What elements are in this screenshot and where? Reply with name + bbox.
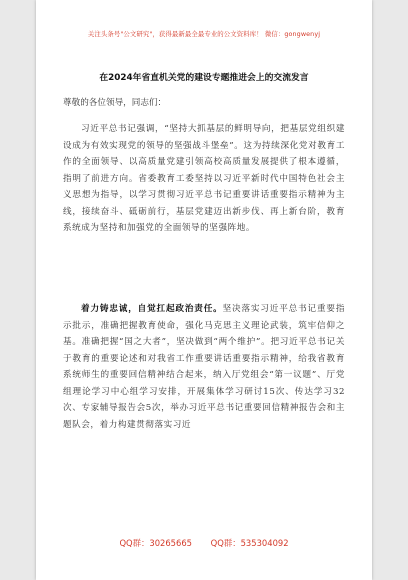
document-title: 在2024年省直机关党的建设专题推进会上的交流发言 bbox=[99, 73, 309, 83]
paragraph-1: 习近平总书记强调，“坚持大抓基层的鲜明导向，把基层党组织建设成为有效实现党的领导的坚强战斗堡垒”。这为持续深化党对教育工作的全面领导、以高质量党建引领高校高质量发展提供了根本遵循，指明了前进方向。省委教育工委坚持以习近平新时代中国特色社会主义思想为指导，以学习贯彻习近平总书记重要讲话重要指示精神为主线，接续奋斗、砥砺前行，基层党建迈出新步伐、再上新台阶，教育系统成为坚持和加强党的全面领导的坚强阵地。 bbox=[63, 124, 345, 233]
qq-group-1: QQ群：30265665 bbox=[119, 538, 192, 548]
paragraph-2-lead: 着力铸忠诚，自觉扛起政治责任。 bbox=[81, 304, 223, 314]
paragraph-2-body: 坚决落实习近平总书记重要指示批示，准确把握教育使命，强化马克思主义理论武装，筑牢信仰之基。准确把握“国之大者”，坚决做到“两个维护”。把习近平总书记关于教育的重要论述和对我省工作重要讲话重要指示精神，给我省教育系统师生的重要回信精神结合起来，纳入厅党组会“第一议题”、厅党组理论学习中心组学习安排，开展集体学习研讨15次、传达学习32次、专家辅导报告会5次，举办习近平总书记重要回信精神报告会和主题队会，着力构建贯彻落实习近 bbox=[63, 304, 345, 430]
promo-header: 关注头条号"公文研究"，获得最新最全最专业的公文资料库！ 微信：gongwenyj bbox=[87, 30, 321, 38]
qq-group-2: QQ群：535304092 bbox=[210, 538, 289, 548]
salutation: 尊敬的各位领导，同志们： bbox=[63, 98, 167, 108]
document-page bbox=[36, 0, 372, 580]
qq-footer bbox=[36, 537, 372, 549]
paragraph-2 bbox=[63, 301, 345, 433]
